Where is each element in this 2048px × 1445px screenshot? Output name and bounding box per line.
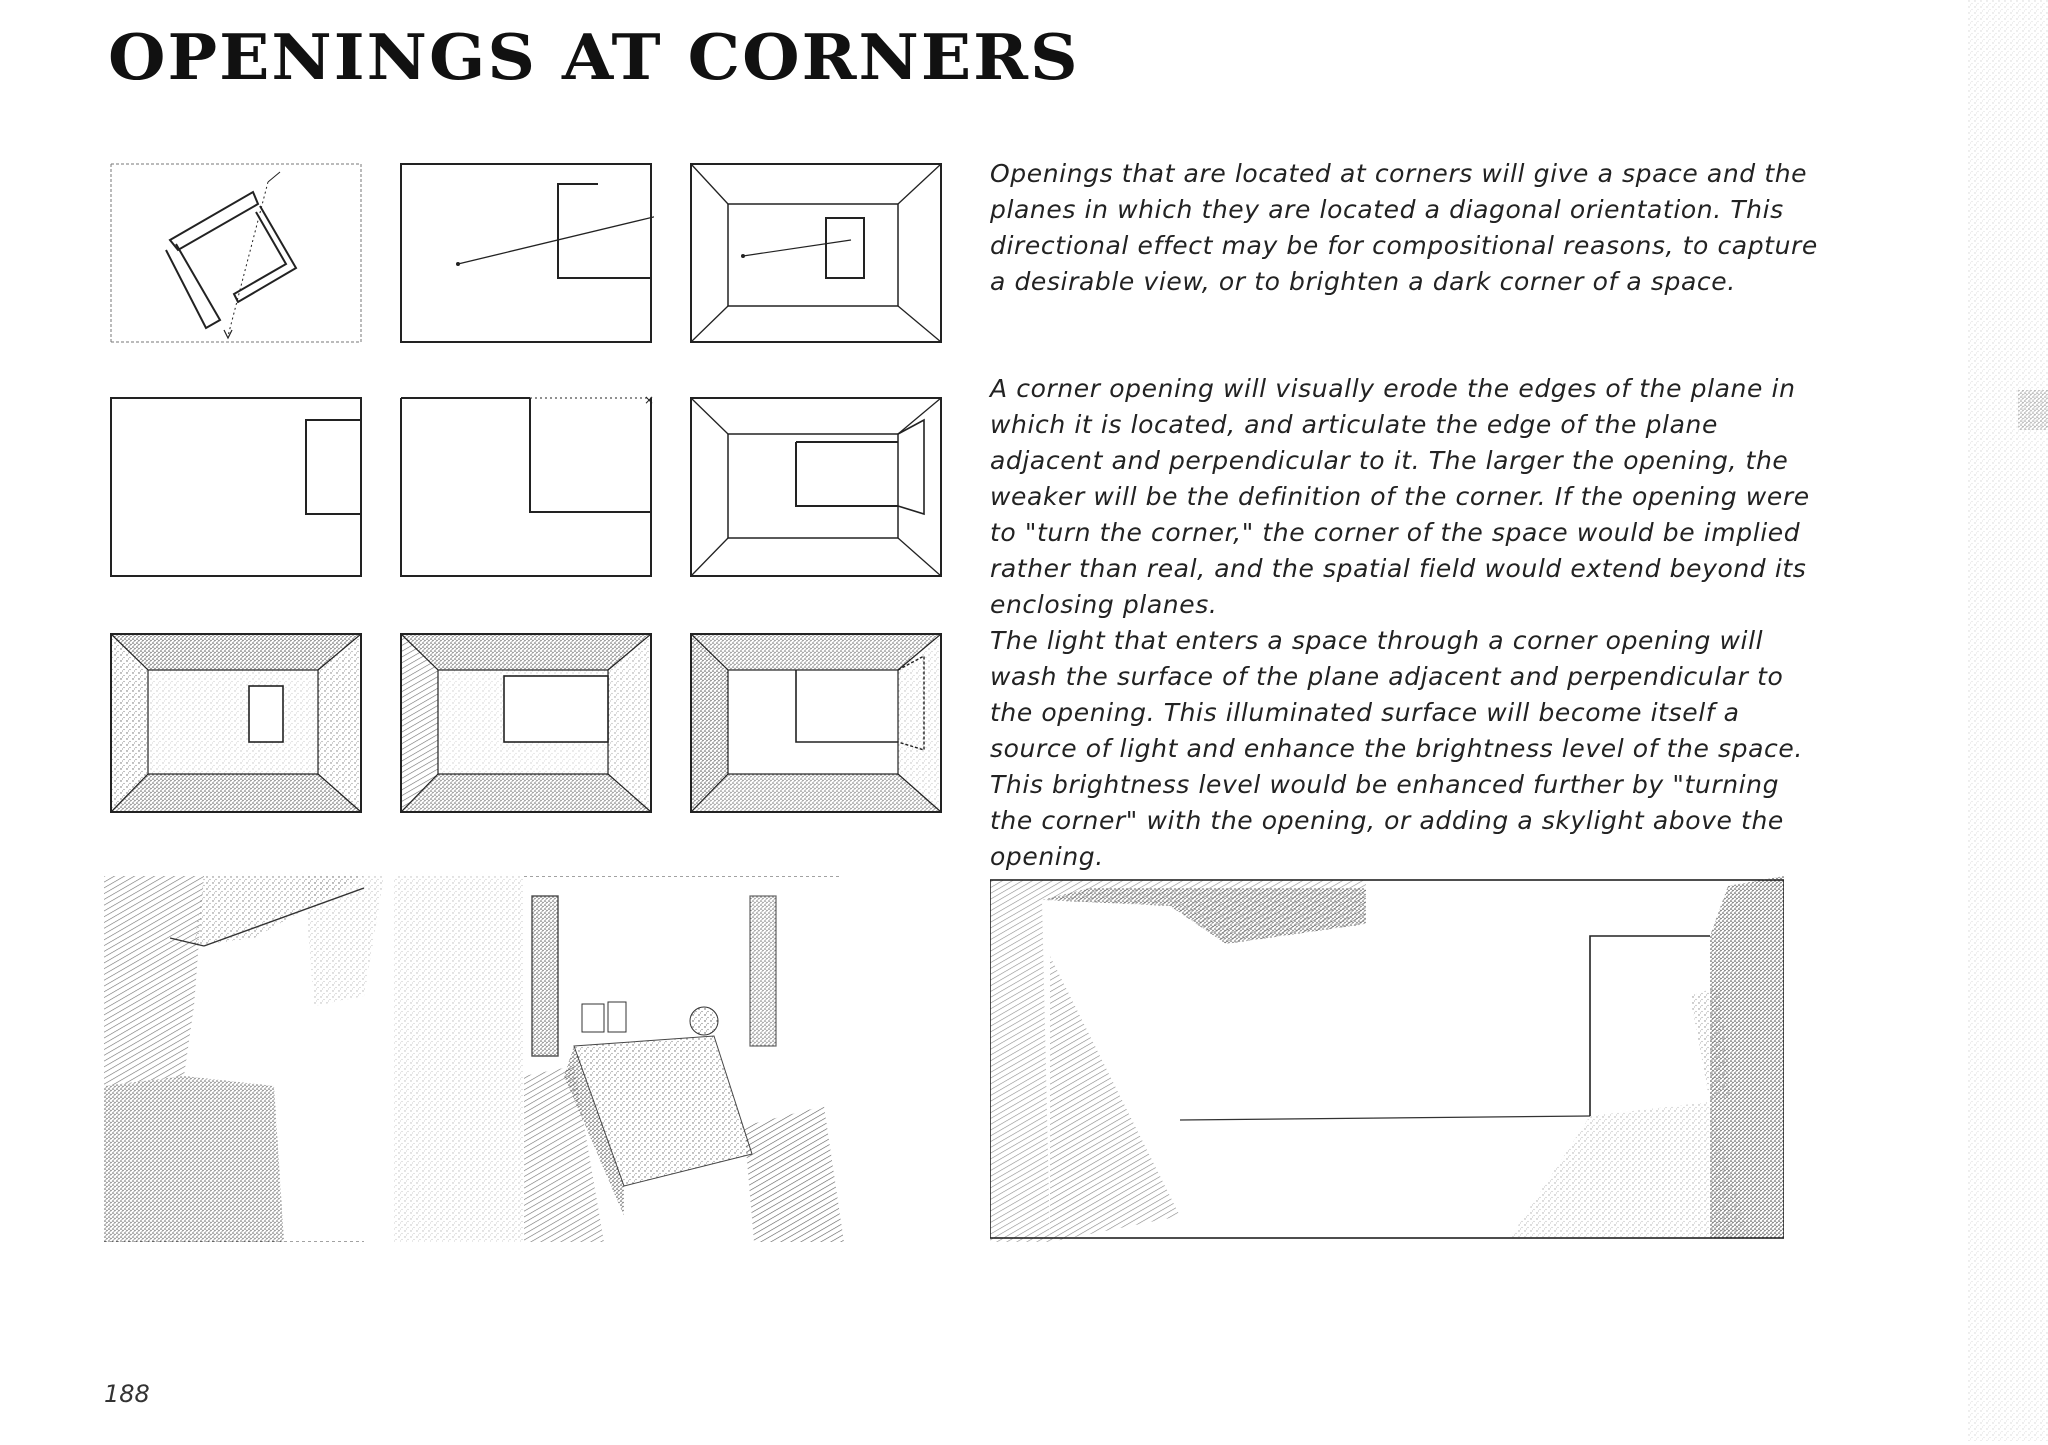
page-title: OPENINGS AT CORNERS [108, 19, 1080, 95]
scan-edge-texture [1968, 0, 2048, 1441]
svg-text:×: × [644, 394, 654, 407]
sketch-corner-window-interior-icon [104, 876, 938, 1242]
elevation-turned-corner-opening-icon [398, 394, 654, 580]
interior-perspective-corner-window-icon [688, 160, 944, 346]
shaded-interior-turned-corner-opening-icon [688, 630, 944, 816]
sketch-corner-opening-wide-view-icon [990, 876, 1784, 1242]
paragraph-diagonal-orientation: Openings that are located at corners will give a space and the planes in which they are located a diagonal orientation. This directional effect may be for compositional reasons, to capture a desirable view, or to brighten a dark corner of a space. [990, 159, 1818, 296]
paragraph-corner-erosion: A corner opening will visually erode the edges of the plane in which it is located, and articulate the edge of the plane adjacent and perpendicular to it. The larger the opening, the weaker will be the definition of the corner. If the opening were to "turn the corner," the corner of the space would be implied rather than real, and the spatial field would extend beyond its enclosing planes. [990, 374, 1810, 619]
page-number: 188 [104, 1380, 150, 1408]
paragraph-corner-light: The light that enters a space through a corner opening will wash the surface of the plane adjacent and perpendicular to the opening. This illuminated surface will become itself a source of light and enhance the brightness level of the space. This brightness level would be enhanced further by "turning the corner" with the opening, or adding a skylight above the opening. [990, 626, 1803, 871]
shaded-interior-small-corner-opening-icon [108, 630, 364, 816]
plan-diagonal-corner-openings-icon [108, 160, 364, 346]
elevation-corner-opening-icon [108, 394, 364, 580]
interior-perspective-large-corner-opening-icon [688, 394, 944, 580]
shaded-interior-medium-corner-opening-icon [398, 630, 654, 816]
elevation-corner-opening-with-view-line-icon [398, 160, 654, 346]
